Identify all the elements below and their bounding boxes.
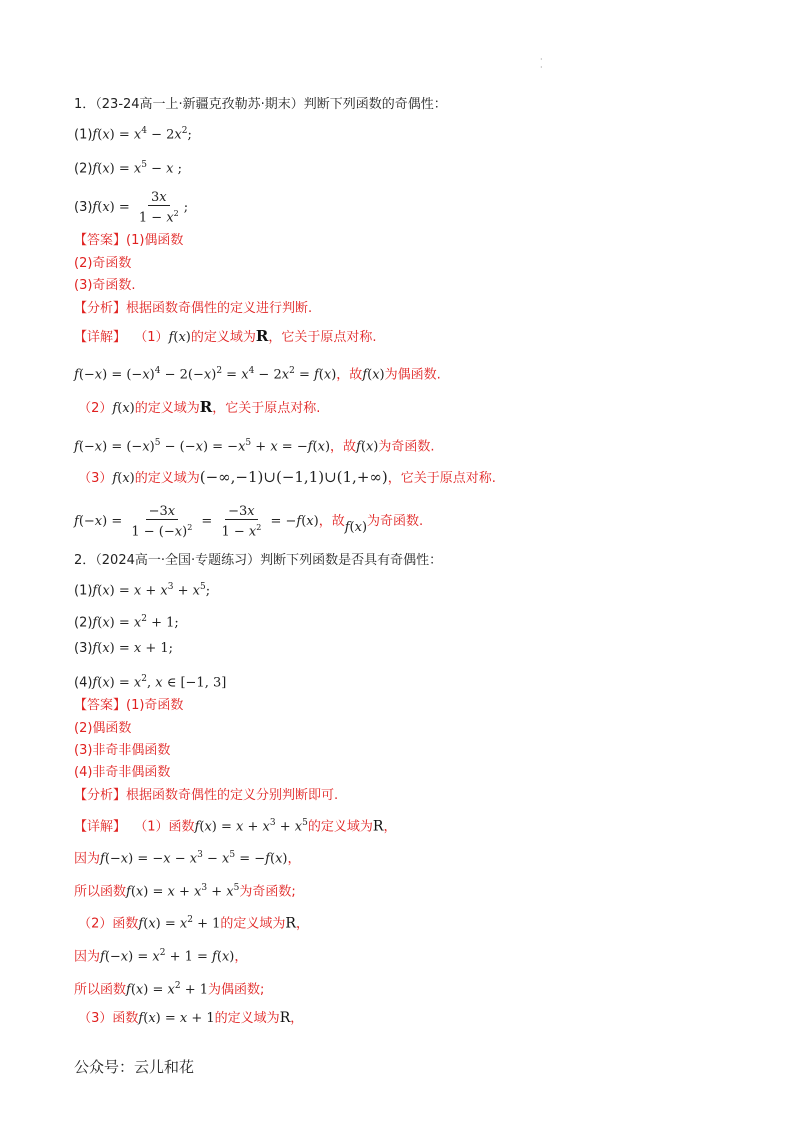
q2-so-2: 所以函数$f(x) = x^2 + 1$为偶函数;: [74, 981, 265, 998]
q1-answer-2: (2)奇函数: [74, 256, 132, 271]
q1-item-1: $(1)f(x) = x^4 - 2x^2$;: [74, 126, 192, 143]
q2-answer-4: (4)非奇非偶函数: [74, 765, 171, 780]
q2-item-2: $(2)f(x) = x^2 + 1$;: [74, 614, 179, 631]
q2-answer-2: (2)偶函数: [74, 721, 132, 736]
question-1-header: 1．（23-24高一上·新疆克孜勒苏·期末）判断下列函数的奇偶性：: [74, 97, 447, 112]
q2-answer-3: (3)非奇非偶函数: [74, 743, 171, 758]
q2-item-3: (3)f(x) = x + 1;: [74, 641, 174, 656]
q2-detail-1: 【详解】 （1）函数$f(x) = x + x^3 + x^5$的定义域为R，: [74, 818, 397, 835]
q1-answer-3: (3)奇函数.: [74, 278, 136, 293]
footer-account: 公众号：云儿和花: [74, 1058, 195, 1076]
q2-so-1: 所以函数$f(x) = x + x^3 + x^5$为奇函数;: [74, 883, 296, 900]
q2-item-4: $(4)f(x) = x^2$, x ∈ [−1, 3]: [74, 674, 227, 691]
q2-because-2: 因为$f(-x) = x^2 + 1 = f(x)$，: [74, 948, 248, 965]
q1-item-3: (3)f(x) = $\frac{3x}{1 - x^2}$ ;: [74, 190, 189, 226]
question-2-header: 2．（2024高一·全国·专题练习）判断下列函数是否具有奇偶性：: [74, 553, 443, 568]
q1-answer: 【答案】(1)偶函数: [74, 233, 184, 248]
q1-detail-2-eq: $f(-x) = (-x)^5 - (-x) = -x^5 + x = -f(x)$，故f(x)为奇函数.: [74, 438, 435, 455]
q1-detail-3-eq: f(−x) = $\frac{-3x}{1 - (-x)^2}$ = $\frac{-3x}{1 - x^2}$ = −f(x)，故f(x)为奇函数.: [74, 504, 424, 540]
q2-item-1: $(1)f(x) = x + x^3 + x^5$;: [74, 582, 211, 599]
q1-detail-1: 【详解】 （1）f(x)的定义域为R，它关于原点对称.: [74, 327, 377, 345]
q1-detail-2: （2）f(x)的定义域为R，它关于原点对称.: [78, 398, 321, 416]
q2-answer: 【答案】(1)奇函数: [74, 698, 184, 713]
corner-mark: · ·: [540, 55, 543, 72]
q1-detail-3: （3）f(x)的定义域为(−∞,−1)∪(−1,1)∪(1,+∞)，它关于原点对称.: [78, 468, 496, 486]
q1-item-2: $(2)f(x) = x^5 - x$ ;: [74, 160, 182, 177]
q1-detail-1-eq: $f(-x) = (-x)^4 - 2(-x)^2 = x^4 - 2x^2 = f(x)$，故f(x)为偶函数.: [74, 366, 441, 383]
formula: f: [92, 127, 98, 143]
q2-analysis: 【分析】根据函数奇偶性的定义分别判断即可.: [74, 788, 339, 803]
q2-because-1: 因为$f(-x) = -x - x^3 - x^5 = -f(x)$，: [74, 850, 301, 867]
q2-detail-2: （2）函数$f(x) = x^2 + 1$的定义域为R，: [78, 915, 309, 932]
q1-analysis: 【分析】根据函数奇偶性的定义进行判断.: [74, 301, 313, 316]
q2-detail-3: （3）函数f(x) = x + 1的定义域为R，: [78, 1010, 304, 1026]
